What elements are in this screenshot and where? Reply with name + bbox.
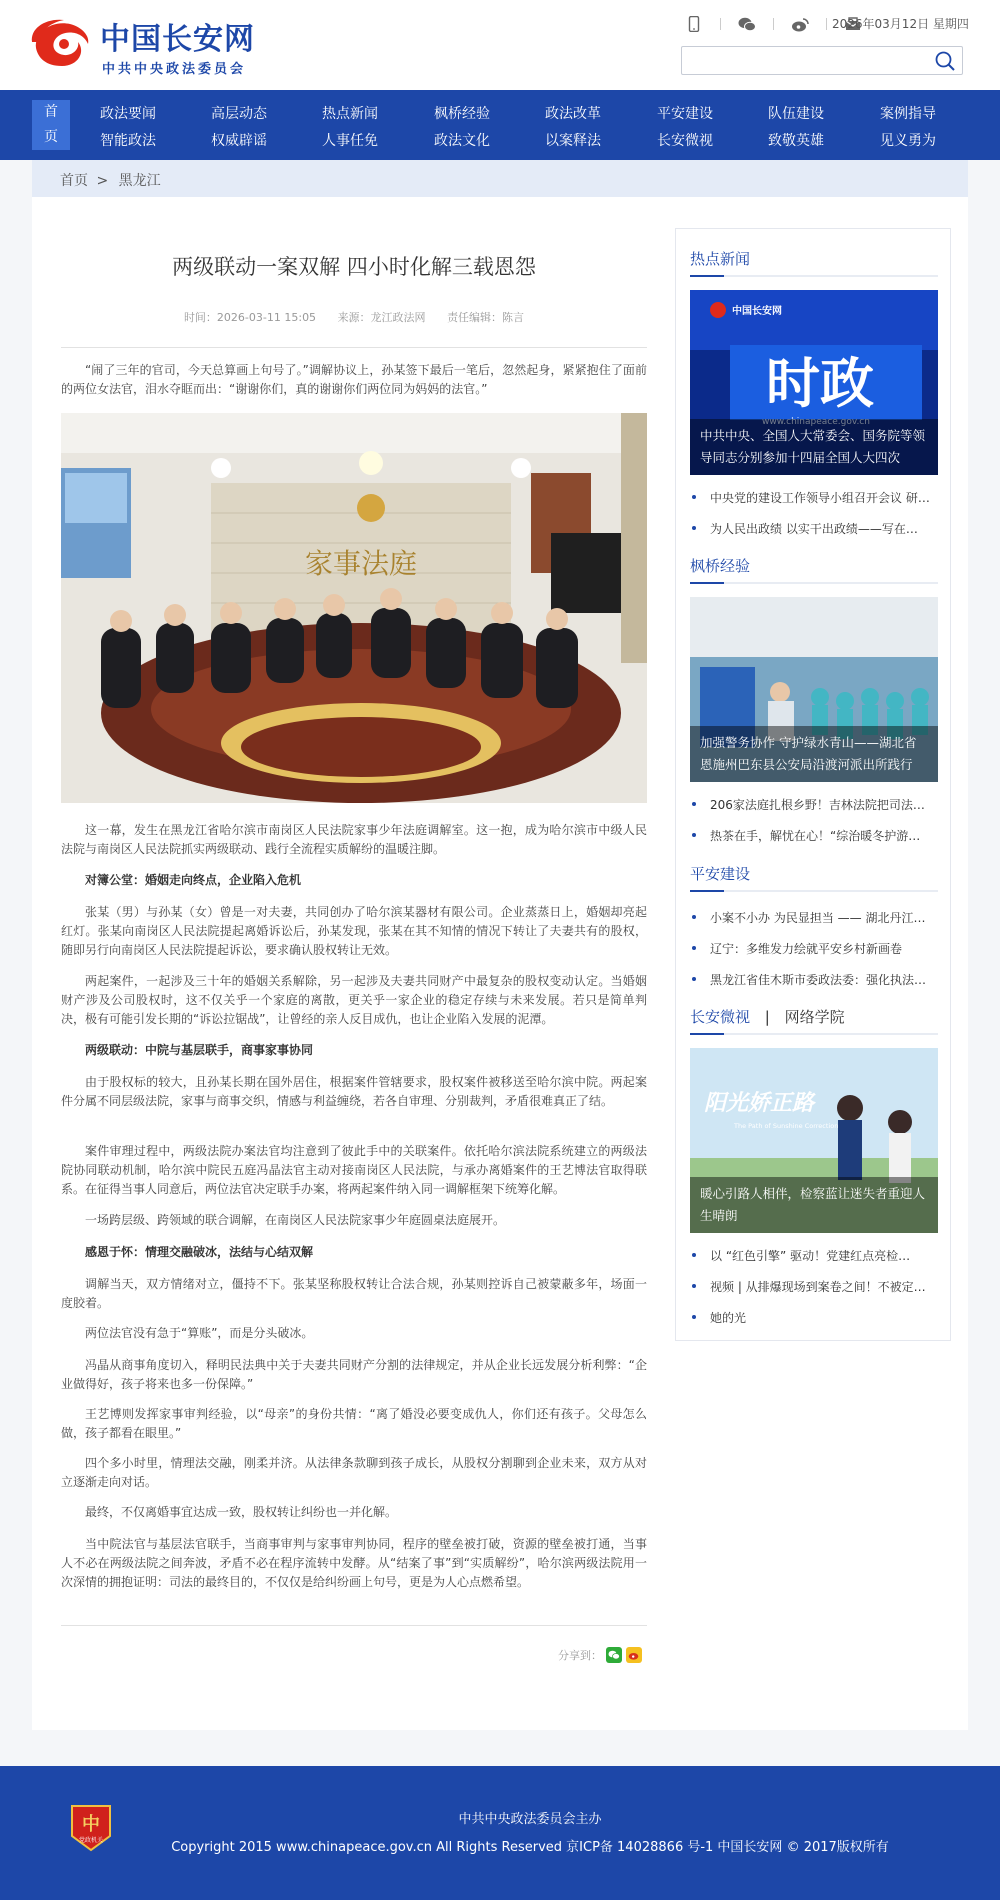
logo-title: 中国长安网 (100, 22, 255, 57)
list-item[interactable]: 206家法庭扎根乡野！吉林法院把司法… (690, 796, 938, 813)
nav-link[interactable]: 平安建设 (657, 106, 713, 122)
weibo-share-icon[interactable] (626, 1647, 642, 1663)
divider (690, 1033, 938, 1035)
search-input[interactable] (688, 51, 908, 71)
feature-caption: 中共中央、全国人大常委会、国务院等领导同志分别参加十四届全国人大四次 (690, 419, 938, 475)
article-title: 两级联动一案双解 四小时化解三载恩怨 (172, 255, 536, 279)
divider (720, 18, 721, 30)
tab-separator: | (764, 1008, 770, 1026)
feature-brand: 中国长安网 (732, 306, 782, 317)
divider (773, 18, 774, 30)
changan-feature[interactable] (690, 1048, 938, 1233)
search-box (681, 46, 963, 75)
nav-link[interactable]: 权威辟谣 (211, 133, 267, 149)
nav-link[interactable]: 长安微视 (657, 133, 713, 149)
nav-link[interactable]: 政法要闻 (100, 106, 156, 122)
article-paragraph: 张某（男）与孙某（女）曾是一对夫妻，共同创办了哈尔滨某器材有限公司。企业蒸蒸日上，婚姻却亮起红灯。张某向南岗区人民法院提起离婚诉讼后，孙某发现，张某在其不知情的情况下转让了夫妻共有的股权，随即另行向南岗区人民法院提起诉讼，要求确认股权转让无效。 (61, 905, 647, 957)
divider (690, 275, 938, 277)
feature-subtitle-text: The Path of Sunshine Correction (734, 1122, 839, 1130)
sidebar-heading-fengqiao[interactable]: 枫桥经验 (690, 557, 751, 575)
feature-caption: 加强警务协作 守护绿水青山——湖北省恩施州巴东县公安局沿渡河派出所践行 (690, 726, 938, 782)
footer-copyright: Copyright 2015 www.chinapeace.gov.cn All Rights Reserved 京ICP备 14028866 号-1 中国长安网 © 2017版权所有 (171, 1840, 889, 1855)
article-paragraph: 两起案件，一起涉及三十年的婚姻关系解除，另一起涉及夫妻共同财产中最复杂的股权变动认定。当婚姻财产涉及公司股权时，这不仅关乎一个家庭的离散，更关乎一家企业的稳定存续与未来发展。若只是简单判决，极有可能引发长期的“诉讼拉锯战”，让曾经的亲人反目成仇，也让企业陷入发展的泥潭。 (61, 974, 647, 1026)
breadcrumb-separator: > (96, 173, 109, 189)
nav-link[interactable]: 政法文化 (434, 133, 490, 149)
article-subheading: 感恩于怀：情理交融破冰，法结与心结双解 (85, 1245, 314, 1259)
feature-url: www.chinapeace.gov.cn (762, 417, 870, 427)
wechat-share-icon[interactable] (606, 1647, 622, 1663)
article-paragraph: 当中院法官与基层法官联手，当商事审判与家事审判协同，程序的壁垒被打破，资源的壁垒被打通，当事人不必在两级法院之间奔波，矛盾不必在程序流转中发酵。从“结案了事”到“实质解纷”，哈尔滨两级法院用一次深情的拥抱证明：司法的最终目的，不仅仅是给纠纷画上句号，更是为人心点燃希望。 (61, 1537, 647, 1589)
divider (690, 582, 938, 584)
share-bar (558, 1647, 642, 1663)
svg-text:党政机关: 党政机关 (78, 1837, 104, 1844)
nav-link[interactable]: 枫桥经验 (434, 106, 490, 122)
current-date: 2026年03月12日 星期四 (832, 17, 969, 31)
sidebar-heading-hot-news[interactable]: 热点新闻 (690, 250, 751, 268)
nav-link[interactable]: 队伍建设 (768, 106, 824, 122)
site-footer (0, 1766, 1000, 1900)
article-subheading: 对簿公堂：婚姻走向终点，企业陷入危机 (85, 873, 302, 887)
list-item[interactable]: 辽宁：多维发力绘就平安乡村新画卷 (690, 940, 938, 957)
article-paragraph: 冯晶从商事角度切入，释明民法典中关于夫妻共同财产分割的法律规定，并从企业长远发展分析利弊：“企业做得好，孩子将来也多一份保障。” (61, 1358, 647, 1391)
article-paragraph: 由于股权标的较大，且孙某长期在国外居住，根据案件管辖要求，股权案件被移送至哈尔滨中院。两起案件分属不同层级法院，家事与商事交织，情感与利益缠绕，若各自审理、分别裁判，矛盾很难真正了结。 (61, 1075, 647, 1108)
logo-mark-icon (30, 18, 94, 70)
breadcrumb-home[interactable]: 首页 (60, 173, 88, 189)
list-item[interactable]: 视频 | 从排爆现场到案卷之间！不被定… (690, 1278, 938, 1295)
sidebar-heading-changan (690, 1006, 845, 1027)
article-paragraph: 调解当天，双方情绪对立，僵持不下。张某坚称股权转让合法合规，孙某则控诉自己被蒙蔽多年，场面一度胶着。 (61, 1277, 647, 1310)
tab-changan-weishi[interactable]: 长安微视 (690, 1008, 751, 1026)
article-paragraph: 案件审理过程中，两级法院办案法官均注意到了彼此手中的关联案件。依托哈尔滨法院系统建立的两级法院协同联动机制，哈尔滨中院民五庭冯晶法官主动对接南岗区人民法院，与承办离婚案件的王艺博法官取得联系。在征得当事人同意后，两位法官决定联手办案，将两起案件纳入同一调解框架下统筹化解。 (61, 1144, 647, 1196)
nav-home[interactable] (32, 100, 70, 150)
divider (61, 347, 647, 348)
nav-link[interactable]: 致敬英雄 (768, 133, 824, 149)
nav-link[interactable]: 以案释法 (545, 133, 601, 149)
mobile-icon[interactable] (684, 14, 704, 34)
article-meta (61, 309, 647, 325)
feature-caption: 暖心引路人相伴，检察蓝让迷失者重迎人生晴朗 (690, 1177, 938, 1233)
article-paragraph: 四个多小时里，情理法交融，刚柔并济。从法律条款聊到孩子成长，从股权分割聊到企业未来，双方从对立逐渐走向对话。 (61, 1456, 647, 1489)
tab-network-academy[interactable]: 网络学院 (784, 1008, 845, 1026)
list-item[interactable]: 小案不小办 为民显担当 —— 湖北丹江… (690, 909, 938, 926)
article-paragraph: 一场跨层级、跨领域的联合调解，在南岗区人民法院家事少年庭圆桌法庭展开。 (85, 1213, 506, 1227)
list-item[interactable]: 她的光 (690, 1309, 938, 1326)
article-paragraph: 王艺博则发挥家事审判经验，以“母亲”的身份共情：“离了婚没必要变成仇人，你们还有孩子。父母怎么做，孩子都看在眼里。” (61, 1407, 647, 1440)
article-subheading: 两级联动：中院与基层联手，商事家事协同 (85, 1043, 314, 1057)
search-icon[interactable] (934, 50, 956, 72)
svg-text:中: 中 (82, 1814, 100, 1835)
nav-link[interactable]: 人事任免 (322, 133, 378, 149)
nav-link[interactable]: 见义勇为 (880, 133, 936, 149)
list-item[interactable]: 中央党的建设工作领导小组召开会议 研… (690, 489, 938, 506)
list-item[interactable]: 为人民出政绩 以实干出政绩——写在… (690, 520, 938, 537)
article-paragraph: 这一幕，发生在黑龙江省哈尔滨市南岗区人民法院家事少年法庭调解室。这一抱，成为哈尔滨市中级人民法院与南岗区人民法院抓实两级联动、践行全流程实质解纷的温暖注脚。 (61, 823, 647, 856)
share-label: 分享到： (558, 1649, 602, 1662)
list-item[interactable]: 热茶在手，解忧在心！“综治暖冬护游… (690, 827, 938, 844)
sidebar (675, 228, 951, 1341)
divider (61, 1625, 647, 1626)
footer-host: 中共中央政法委员会主办 (458, 1812, 602, 1827)
breadcrumb-bar (32, 160, 968, 197)
article-paragraph: 两位法官没有急于“算账”，而是分头破冰。 (85, 1326, 314, 1340)
divider (826, 18, 827, 30)
logo-subtitle: 中共中央政法委员会 (102, 62, 247, 77)
main-nav (0, 90, 1000, 160)
site-logo[interactable] (30, 14, 280, 76)
site-header (0, 0, 1000, 90)
photo-sign-text: 家事法庭 (304, 547, 418, 580)
article-photo (61, 413, 647, 803)
article-paragraph: 最终，不仅离婚事宜达成一致，股权转让纠纷也一并化解。 (85, 1505, 398, 1519)
breadcrumb-current[interactable]: 黑龙江 (118, 173, 161, 189)
hot-news-feature[interactable] (690, 290, 938, 475)
nav-link[interactable]: 案例指导 (880, 106, 936, 122)
breadcrumb (60, 170, 161, 190)
article-editor: 责任编辑：陈言 (447, 311, 525, 324)
article-source: 来源：龙江政法网 (337, 311, 426, 324)
divider (690, 890, 938, 892)
list-item[interactable]: 以 “红色引擎” 驱动！党建红点亮检… (690, 1247, 938, 1264)
feature-title-text: 阳光娇正路 (704, 1090, 815, 1116)
nav-link[interactable]: 高层动态 (211, 106, 267, 122)
nav-home-label: 页 (44, 129, 58, 145)
feature-big-text: 时政 (766, 352, 874, 415)
fengqiao-feature[interactable] (690, 597, 938, 782)
nav-link[interactable]: 智能政法 (100, 133, 156, 149)
nav-link[interactable]: 热点新闻 (322, 106, 378, 122)
sidebar-heading-pingan[interactable]: 平安建设 (690, 865, 751, 883)
nav-link[interactable]: 政法改革 (545, 106, 601, 122)
nav-home-label: 首 (44, 104, 58, 120)
list-item[interactable]: 黑龙江省佳木斯市委政法委：强化执法… (690, 971, 938, 988)
wechat-icon[interactable] (737, 14, 757, 34)
article-paragraph: “闹了三年的官司，今天总算画上句号了。”调解协议上，孙某签下最后一笔后，忽然起身，紧紧抱住了面前的两位女法官，泪水夺眶而出：“谢谢你们，真的谢谢你们两位同为妈妈的法官。” (61, 363, 647, 396)
article-time: 时间：2026-03-11 15:05 (183, 311, 317, 324)
weibo-icon[interactable] (790, 14, 810, 34)
